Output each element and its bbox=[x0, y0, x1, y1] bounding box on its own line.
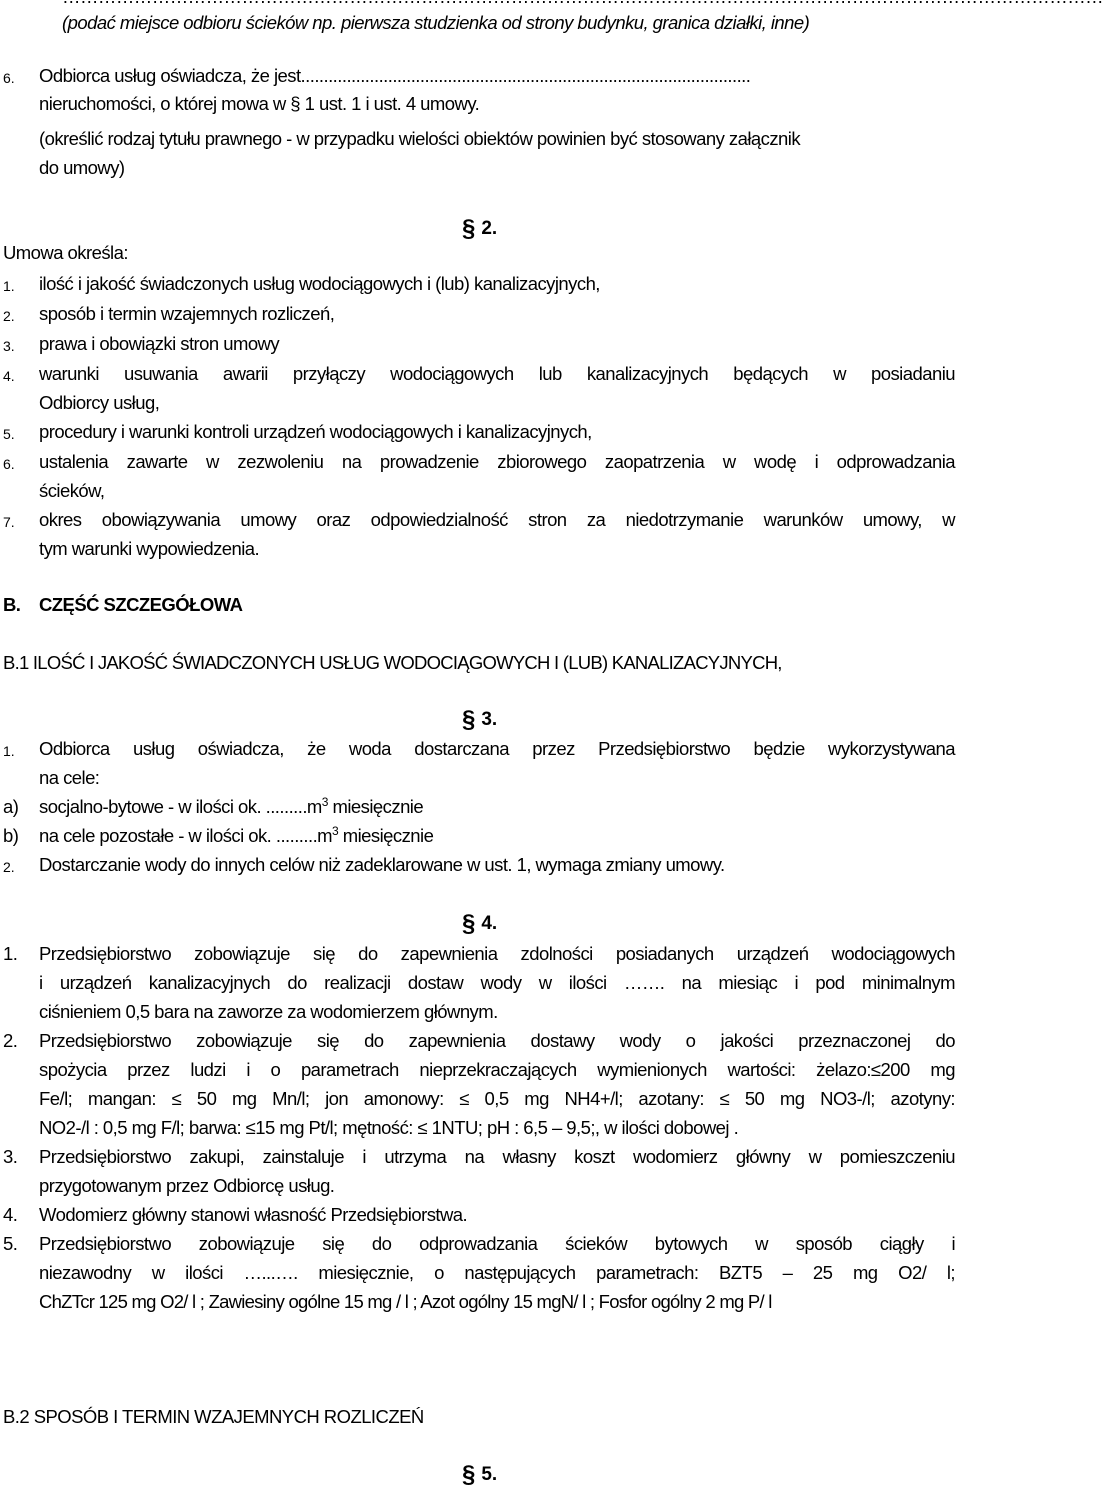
list-item-number: 3. bbox=[3, 338, 15, 354]
list-item: Przedsiębiorstwo zobowiązuje się do zapewnienia zdolności posiadanych urządzeń wodociągowych bbox=[39, 943, 955, 964]
sub-item: socjalno-bytowe - w ilości ok. $.........m^3$ miesięcznie bbox=[39, 794, 424, 817]
list-item-number: 1. bbox=[3, 278, 15, 294]
list-item-continued: ChZTcr 125 mg O2/ l ; Zawiesiny ogólne 15 mg / l ; Azot ogólny 15 mgN/ l ; Fosfor ogólny 2 mg P/ l bbox=[39, 1291, 772, 1312]
ownership-note-line: (określić rodzaj tytułu prawnego - w przypadku wielości obiektów powinien być stosowany załącznik bbox=[39, 128, 801, 149]
ownership-declaration-line: Odbiorca usług oświadcza, że jest.................................................................................................. bbox=[39, 65, 751, 86]
paragraph-heading bbox=[462, 706, 497, 734]
ownership-declaration-line: nieruchomości, o której mowa w § 1 ust. 1 i ust. 4 umowy. bbox=[39, 93, 480, 114]
sub-item: na cele pozostałe - w ilości ok. $.........m^3$ miesięcznie bbox=[39, 823, 434, 846]
list-item-continued: przygotowanym przez Odbiorcę usług. bbox=[39, 1175, 335, 1196]
list-item-continued: NO2-/l : 0,5 mg F/l; barwa: ≤15 mg Pt/l; mętność: ≤ 1NTU; pH : 6,5 – 9,5;, w ilości dobowej . bbox=[39, 1117, 739, 1138]
list-item-number: 6. bbox=[3, 456, 15, 472]
paragraph-heading bbox=[462, 910, 497, 938]
list-item-number: 3. bbox=[3, 1146, 18, 1167]
place-of-reception-note: (podać miejsce odbioru ścieków np. pierwsza studzienka od strony budynku, granica działki, inne) bbox=[62, 12, 810, 33]
section-sign-icon: § bbox=[462, 1461, 476, 1488]
list-item-number: 4. bbox=[3, 368, 15, 384]
paragraph-number: 2. bbox=[481, 218, 498, 239]
list-item: Przedsiębiorstwo zobowiązuje się do odprowadzania ścieków bytowych w sposób ciągły i bbox=[39, 1233, 955, 1254]
list-item-number: 1. bbox=[3, 943, 18, 964]
list-item: Przedsiębiorstwo zobowiązuje się do zapewnienia dostawy wody o jakości przeznaczonej do bbox=[39, 1030, 955, 1051]
list-item: warunki usuwania awarii przyłączy wodociągowych lub kanalizacyjnych będących w posiadaniu bbox=[39, 363, 955, 384]
list-item-continued: Odbiorcy usług, bbox=[39, 392, 160, 413]
list-item-number: 4. bbox=[3, 1204, 18, 1225]
list-item-continued: ścieków, bbox=[39, 480, 105, 501]
subsection-title: B.2 SPOSÓB I TERMIN WZAJEMNYCH ROZLICZEŃ bbox=[3, 1406, 424, 1427]
sub-item-label: b) bbox=[3, 825, 19, 846]
list-item: ilość i jakość świadczonych usług wodociągowych i (lub) kanalizacyjnych, bbox=[39, 273, 600, 294]
paragraph-heading bbox=[462, 1461, 497, 1489]
item-number: 6. bbox=[3, 70, 15, 86]
sub-item-label: a) bbox=[3, 796, 19, 817]
list-item: procedury i warunki kontroli urządzeń wodociągowych i kanalizacyjnych, bbox=[39, 421, 592, 442]
list-item-continued: niezawodny w ilości …...…. miesięcznie, o następujących parametrach: BZT5 – 25 mg O2/ l; bbox=[39, 1262, 955, 1283]
section-sign-icon: § bbox=[462, 215, 476, 242]
list-item-continued: Fe/l; mangan: ≤ 50 mg Mn/l; jon amonowy: ≤ 0,5 mg NH4+/l; azotany: ≤ 50 mg NO3-/l; azotyny: bbox=[39, 1088, 955, 1109]
list-item-number: 7. bbox=[3, 514, 15, 530]
ownership-note-line: do umowy) bbox=[39, 157, 125, 178]
list-item-number: 5. bbox=[3, 426, 15, 442]
list-item-continued: spożycia przez ludzi i o parametrach nieprzekraczających wymienionych wartości: żelazo:≤200 mg bbox=[39, 1059, 955, 1080]
paragraph-number: 5. bbox=[481, 1464, 498, 1485]
list-item: Odbiorca usług oświadcza, że woda dostarczana przez Przedsiębiorstwo będzie wykorzystywana bbox=[39, 738, 955, 759]
section-label: B. bbox=[3, 594, 21, 615]
subsection-title: B.1 ILOŚĆ I JAKOŚĆ ŚWIADCZONYCH USŁUG WODOCIĄGOWYCH I (LUB) KANALIZACYJNYCH, bbox=[3, 652, 782, 673]
list-intro: Umowa określa: bbox=[3, 242, 128, 263]
section-sign-icon: § bbox=[462, 706, 476, 733]
list-item-continued: na cele: bbox=[39, 767, 100, 788]
list-item: sposób i termin wzajemnych rozliczeń, bbox=[39, 303, 335, 324]
dotted-fill-line bbox=[62, 0, 952, 8]
list-item: prawa i obowiązki stron umowy bbox=[39, 333, 280, 354]
list-item-number: 1. bbox=[3, 743, 15, 759]
list-item-number: 5. bbox=[3, 1233, 18, 1254]
list-item-continued: ciśnieniem 0,5 bara na zaworze za wodomierzem głównym. bbox=[39, 1001, 498, 1022]
list-item-number: 2. bbox=[3, 1030, 18, 1051]
list-item: Przedsiębiorstwo zakupi, zainstaluje i utrzyma na własny koszt wodomierz główny w pomieszczeniu bbox=[39, 1146, 955, 1167]
paragraph-number: 3. bbox=[481, 709, 498, 730]
section-title: CZĘŚĆ SZCZEGÓŁOWA bbox=[39, 594, 243, 615]
list-item: Dostarczanie wody do innych celów niż zadeklarowane w ust. 1, wymaga zmiany umowy. bbox=[39, 854, 725, 875]
list-item-number: 2. bbox=[3, 308, 15, 324]
list-item-continued: tym warunki wypowiedzenia. bbox=[39, 538, 260, 559]
paragraph-heading bbox=[462, 215, 497, 243]
list-item-number: 2. bbox=[3, 859, 15, 875]
list-item: okres obowiązywania umowy oraz odpowiedzialność stron za niedotrzymanie warunków umowy, w bbox=[39, 509, 955, 530]
list-item: ustalenia zawarte w zezwoleniu na prowadzenie zbiorowego zaopatrzenia w wodę i odprowadzania bbox=[39, 451, 955, 472]
paragraph-number: 4. bbox=[481, 913, 498, 934]
list-item: Wodomierz główny stanowi własność Przedsiębiorstwa. bbox=[39, 1204, 468, 1225]
section-sign-icon: § bbox=[462, 910, 476, 937]
list-item-continued: i urządzeń kanalizacyjnych do realizacji dostaw wody w ilości ……. na miesiąc i pod minimalnym bbox=[39, 972, 955, 993]
